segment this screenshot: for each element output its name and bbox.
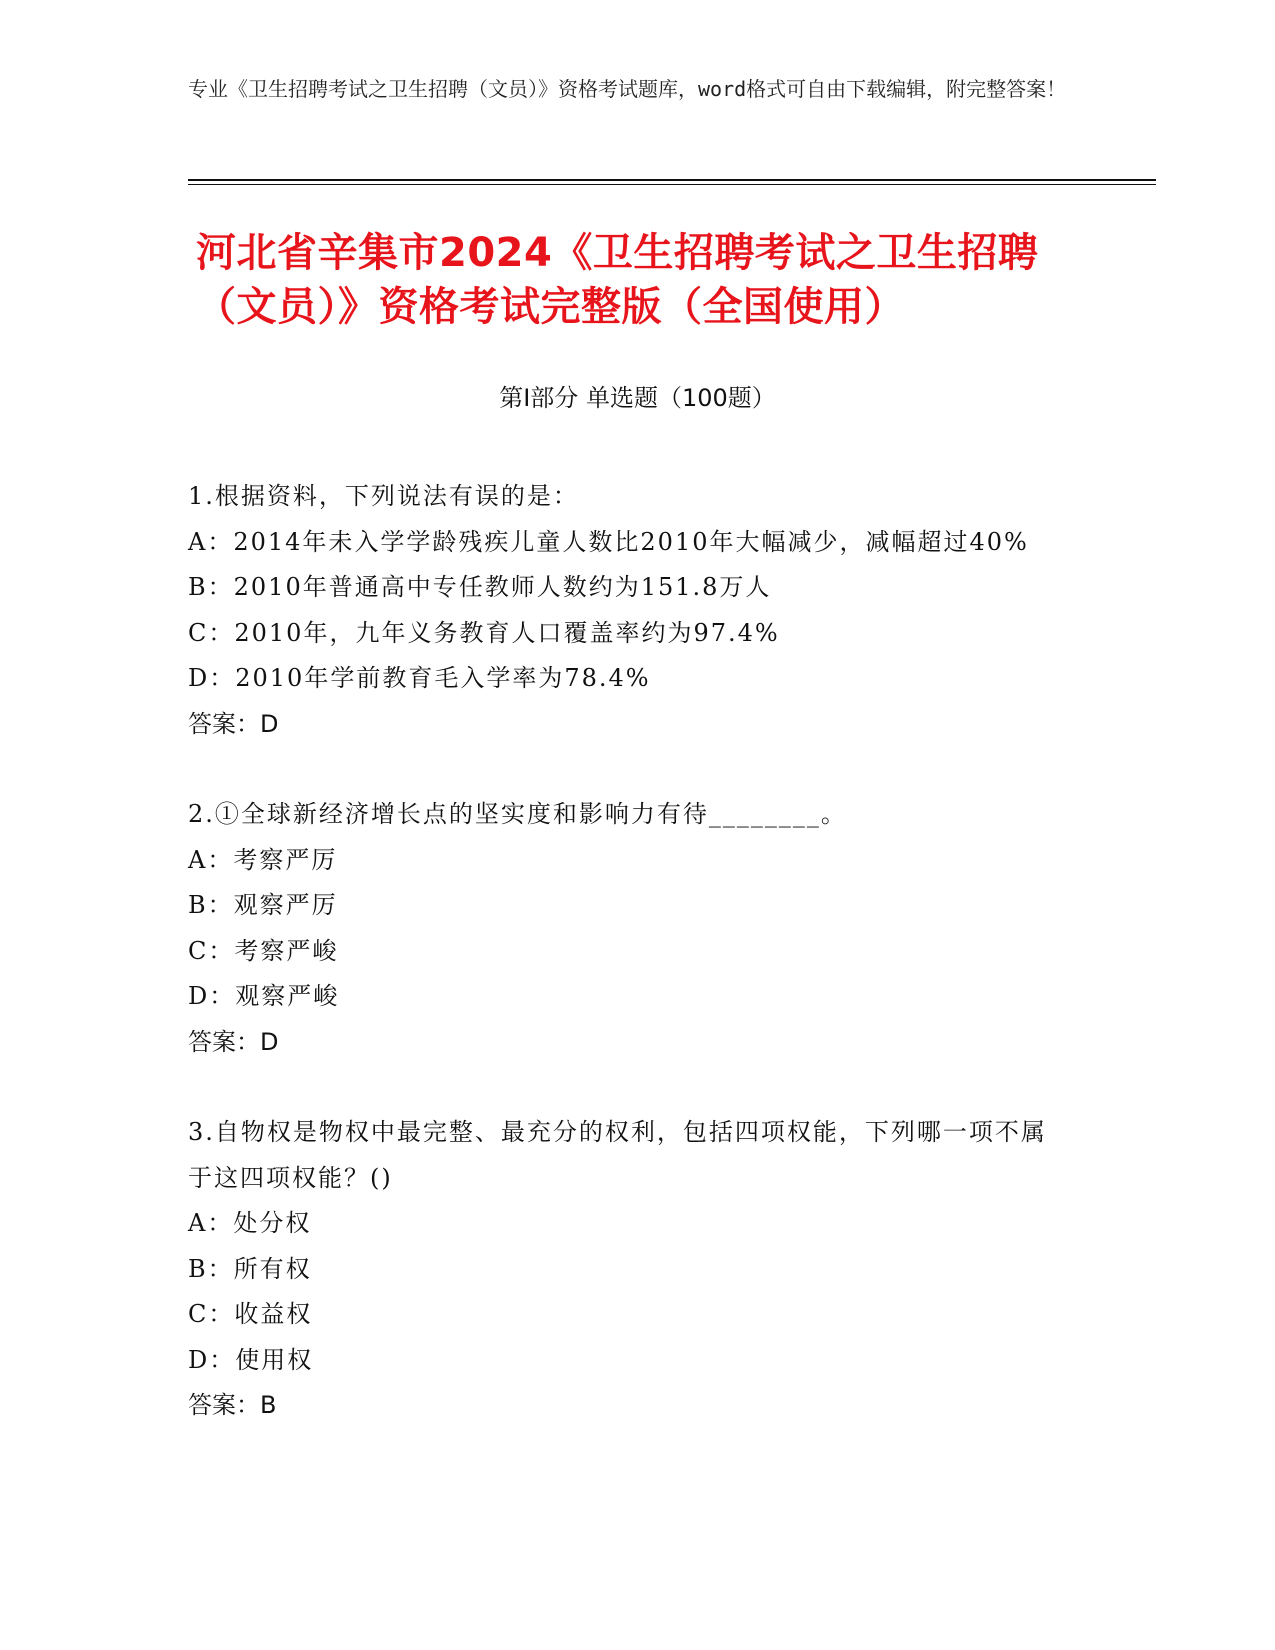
question-stem: 1.根据资料，下列说法有误的是：: [188, 482, 579, 510]
question-3: [188, 1110, 1068, 1429]
option-c: C：收益权: [188, 1300, 313, 1328]
question-list: [188, 474, 1068, 1429]
option-a: A：考察严厉: [188, 845, 338, 874]
answer: 答案：D: [188, 709, 279, 738]
option-b: B：2010年普通高中专任教师人数约为151.8万人: [188, 573, 772, 601]
question-1: [188, 474, 1068, 747]
option-a: A：2014年未入学学龄残疾儿童人数比2010年大幅减少，减幅超过40%: [188, 527, 1029, 556]
answer: 答案：B: [188, 1391, 277, 1419]
question-spacer: [188, 747, 1068, 792]
option-c: C：考察严峻: [188, 936, 339, 965]
answer: 答案：D: [188, 1027, 279, 1056]
header-note: 专业《卫生招聘考试之卫生招聘（文员）》资格考试题库，word格式可自由下载编辑，附完整答案！: [188, 77, 1067, 101]
option-d: D：使用权: [188, 1345, 314, 1374]
option-d: D：观察严峻: [188, 982, 340, 1010]
header-rule-thick: [188, 179, 1156, 181]
option-b: B：观察严厉: [188, 891, 338, 919]
option-d: D：2010年学前教育毛入学率为78.4%: [188, 664, 651, 692]
option-c: C：2010年，九年义务教育人口覆盖率约为97.4%: [188, 618, 780, 647]
section-title: 第Ⅰ部分 单选题（100题）: [499, 384, 776, 412]
option-a: A：处分权: [188, 1209, 312, 1237]
question-stem: 3.自物权是物权中最完整、最充分的权利，包括四项权能，下列哪一项不属于这四项权能？(): [188, 1118, 1047, 1192]
document-title: 河北省辛集市2024《卫生招聘考试之卫生招聘（文员）》资格考试完整版（全国使用）: [196, 230, 1039, 330]
header-rule-thin: [188, 184, 1156, 185]
question-2: [188, 792, 1068, 1065]
question-spacer: [188, 1065, 1068, 1110]
question-stem: 2.①全球新经济增长点的坚实度和影响力有待________。: [188, 800, 847, 828]
option-b: B：所有权: [188, 1254, 312, 1283]
